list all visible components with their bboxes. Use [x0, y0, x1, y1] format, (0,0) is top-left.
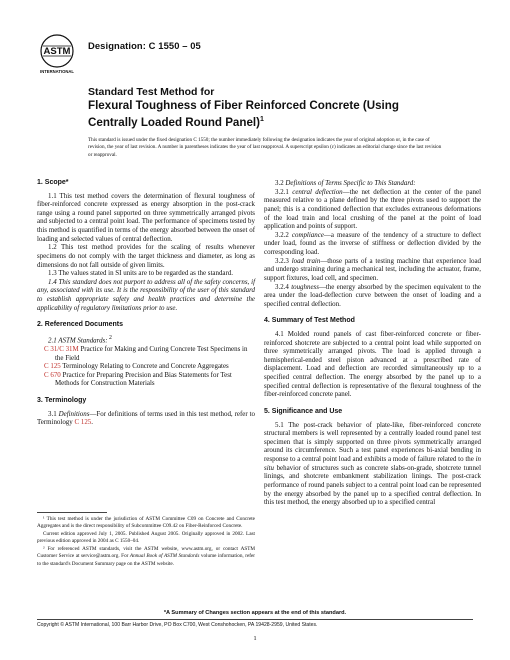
paragraph-number: 3.2: [275, 179, 286, 187]
standard-note: This standard is issued under the fixed designation C 1550; the number immediately following the designation indicates the year of original adoption or, in the case of revision, the year of last revision. A number in parentheses indicates the year of last reapproval. A superscript epsilon (ε) indicates an editorial change since the last revision or reapproval.: [88, 137, 442, 158]
title-line-3-text: Centrally Loaded Round Panel): [88, 115, 260, 129]
astm-standards-label: 2.1 ASTM Standards:: [48, 336, 108, 345]
definition-text: —the energy absorbed by the specimen equivalent to the area under the load-deflection curve between the onset of loading and a specified central deflection.: [264, 282, 481, 308]
page-number: 1: [253, 635, 257, 642]
summary-of-changes-note: *A Summary of Changes section appears at the end of this standard.: [163, 610, 347, 616]
footnote-1: ¹ This test method is under the jurisdiction of ASTM Committee C09 on Concrete and Concrete Aggregates and is the direct responsibility of Subcommittee C09.42 on Fiber-Reinforced Concrete.: [37, 516, 255, 530]
terminology-heading: 3. Terminology: [37, 397, 87, 404]
copyright-line: Copyright © ASTM International, 100 Barr Harbor Drive, PO Box C700, West Conshohocken, PA 19428-2959, United States.: [37, 622, 318, 628]
paragraph-1-1: 1.1 This test method covers the determination of flexural toughness of fiber-reinforced concrete expressed as energy absorption in the post-crack range using a round panel supported on three symmetrically arranged pivots and subjected to a central point load. The performance of specimens tested by this method is quantified in terms of the energy absorbed between the onset of loading and selected values of central deflection.: [37, 191, 255, 243]
footnote-2-text: ² For referenced ASTM standards, visit the ASTM website, www.astm.org, or contact ASTM Customer Service at service@astm.org. For: [37, 546, 255, 560]
paragraph-3-2: [264, 179, 481, 188]
paragraph-4-1: 4.1 Molded round panels of cast fiber-reinforced concrete or fiber-reinforced shotcrete are subjected to a central point load while supported on three symmetrically arranged pivots. The load is applied through a hemispherical-ended steel piston advanced at a prescribed rate of displacement. Load and deflection are recorded simultaneously up to a specified central deflection. The energy absorbed by the panel up to a specified central deflection is representative of the flexural toughness of the fiber-reinforced concrete panel.: [264, 329, 481, 399]
paragraph-3-1: [37, 410, 255, 427]
paragraph-2-1: [37, 334, 255, 345]
paragraph-text: 5.1 The post-crack behavior of plate-like, fiber-reinforced concrete structural members is well represented by a centrally loaded round panel test specimen that is simply supported on three pivots symmetrically arranged around its circumference. Such a test panel experiences bi-axial bending in response to a central point load and exhibits a mode of failure related to the: [264, 420, 481, 464]
reference-title: Practice for Making and Curing Concrete Test Specimens in the Field: [55, 344, 248, 362]
in-situ-term: in situ: [264, 455, 481, 472]
terminology-link-c125[interactable]: C 125: [74, 418, 92, 427]
bottom-divider: [37, 619, 473, 620]
footnote-2-marker: 2: [107, 334, 112, 341]
reference-link-c670[interactable]: C 670: [44, 370, 61, 379]
logo-subtext: INTERNATIONAL: [40, 69, 74, 74]
paragraph-text: —For definitions of terms used in this test method, refer to Terminology: [37, 409, 255, 427]
footnote-1-edition: Current edition approved July 1, 2005. Published August 2005. Originally approved in 2002. Last previous edition approved in 2004 as C 1550–04.: [37, 531, 255, 545]
logo-text: ASTM: [43, 46, 71, 57]
reference-item: [37, 345, 255, 362]
footnote-2-text-end: volume information, refer to the standard's Document Summary page on the ASTM website.: [37, 553, 256, 567]
reference-item: [37, 371, 255, 388]
paragraph-end: .: [91, 418, 93, 427]
paragraph-3-2-3: [264, 257, 481, 283]
paragraph-3-2-1: [264, 188, 481, 231]
reference-item: [37, 362, 255, 371]
definitions-specific-label: Definitions of Terms Specific to This Standard:: [285, 179, 416, 187]
astm-logo-icon: [37, 33, 77, 75]
footnote-2-book: Annual Book of ASTM Standards: [129, 553, 200, 560]
reference-link-c31[interactable]: C 31/C 31M: [44, 344, 79, 353]
paragraph-1-3: 1.3 The values stated in SI units are to be regarded as the standard.: [48, 269, 234, 278]
paragraph-3-2-2: [264, 231, 481, 257]
title-line-1: Standard Test Method for: [88, 86, 215, 98]
paragraph-number: 3.2.4: [275, 282, 292, 291]
reference-title: Practice for Preparing Precision and Bias Statements for Test Methods for Construction Materials: [55, 370, 232, 388]
left-column: [37, 179, 255, 427]
defined-term: compliance: [291, 230, 324, 239]
footnote-2: [37, 546, 255, 567]
designation: Designation: C 1550 – 05: [88, 40, 201, 51]
scope-heading: 1. Scope*: [37, 179, 69, 186]
title-footnote-marker: 1: [260, 116, 264, 123]
defined-term: toughness: [291, 282, 319, 291]
astm-logo: [37, 33, 77, 75]
definition-text: —those parts of a testing machine that experience load and undergo straining during a mechanical test, including the actuator, frame, support fixtures, load cell, and specimen.: [264, 256, 482, 282]
referenced-documents-heading: 2. Referenced Documents: [37, 321, 123, 329]
document-title: [88, 86, 478, 130]
definitions-label: Definitions: [58, 409, 90, 418]
defined-term: central deflection: [292, 187, 343, 196]
reference-title: Terminology Relating to Concrete and Concrete Aggregates: [60, 362, 229, 371]
reference-link-c125[interactable]: C 125: [44, 362, 61, 371]
paragraph-1-2: 1.2 This test method provides for the scaling of results whenever specimens do not comply with the target thickness and diameter, as long as dimensions do not fall outside of given limits.: [37, 243, 255, 269]
paragraph-number: 3.2.3: [275, 256, 292, 265]
definition-text: —a measure of the tendency of a structure to deflect under load, found as the inverse of stiffness or deflection divided by the corresponding load.: [264, 230, 481, 256]
significance-heading: 5. Significance and Use: [264, 407, 343, 415]
defined-term: load train: [291, 256, 321, 265]
footnote-divider: [37, 512, 107, 513]
paragraph-text-end: behavior of structures such as concrete slabs-on-grade, shotcrete tunnel linings, and shotcrete embankment stabilization linings. The post-crack performance of round panels subject to a central point load can be represented by the energy absorbed by the panel up to a specified central deflection. In this test method, the energy absorbed up to a specified central: [264, 463, 481, 507]
paragraph-number: 3.2.2: [275, 230, 292, 239]
definition-text: —the net deflection at the center of the panel measured relative to a plane defined by the three pivots used to support the panel; this is a conditioned deflection that excludes extraneous deformations of the load train and local crushing of the panel at the point of load application and points of support.: [264, 187, 481, 231]
paragraph-1-4: 1.4 This standard does not purport to address all of the safety concerns, if any, associated with its use. It is the responsibility of the user of this standard to establish appropriate safety and health practices and determine the applicability of regulatory limitations prior to use.: [37, 277, 255, 312]
paragraph-number: 3.2.1: [275, 187, 293, 196]
title-line-2: Flexural Toughness of Fiber Reinforced Concrete (Using: [88, 99, 399, 112]
paragraph-5-1: [264, 421, 481, 507]
paragraph-number: 3.1: [48, 409, 59, 418]
right-column: [264, 179, 481, 507]
paragraph-3-2-4: [264, 283, 481, 309]
summary-heading: 4. Summary of Test Method: [264, 317, 355, 325]
title-line-3: [88, 113, 478, 130]
footnotes: [37, 516, 255, 569]
